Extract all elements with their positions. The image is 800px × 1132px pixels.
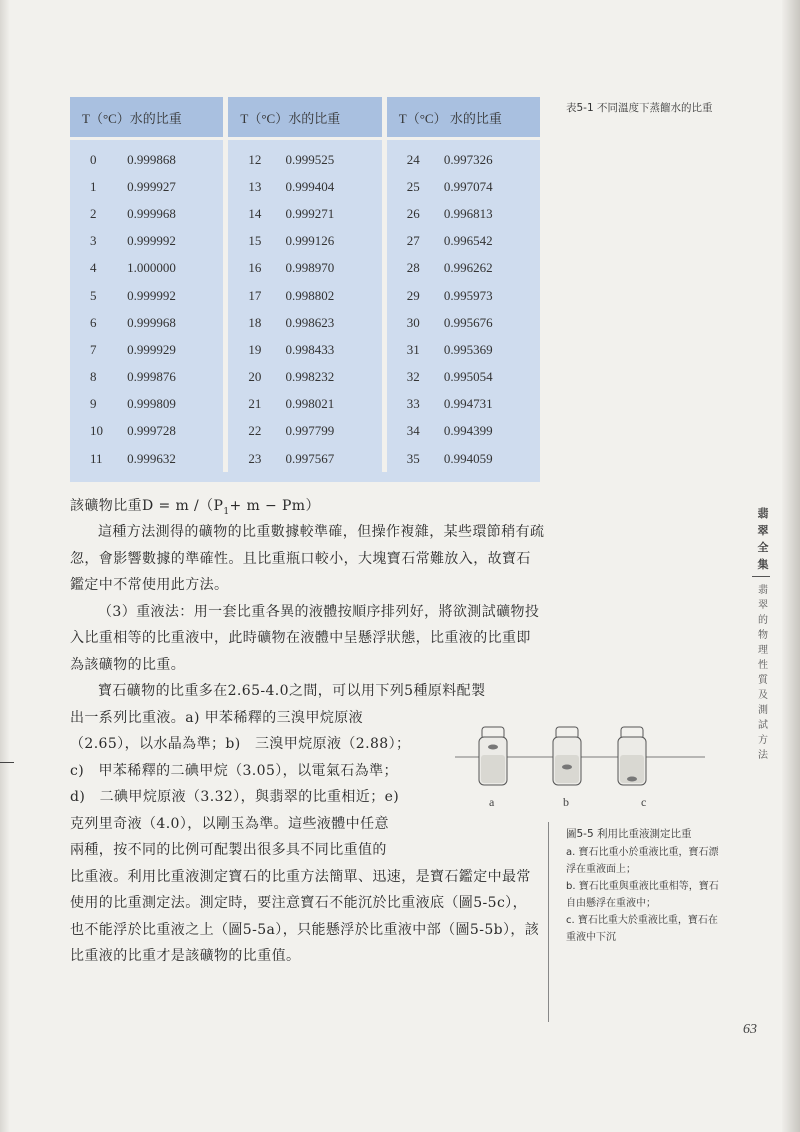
- density-cell: 0.997074: [443, 178, 493, 194]
- temperature-cell: 17: [248, 287, 262, 303]
- temperature-cell: 3: [90, 233, 97, 249]
- density-table-grid: [70, 97, 540, 472]
- paragraph-method-accuracy: 這種方法測得的礦物的比重數據較準確，但操作複雜，某些環節稍有疏忽，會影響數據的準確性。且比重瓶口較小，大塊寶石常難放入，故寶石鑑定中不常使用此方法。: [70, 524, 545, 593]
- formula-prefix: 該礦物比重D = m /（P: [70, 498, 224, 514]
- density-cell: 0.998433: [285, 341, 335, 357]
- temperature-cell: 2: [90, 205, 97, 221]
- figure-caption-title: 圖5-5 利用比重液測定比重: [566, 828, 692, 840]
- side-tab-chapter: 翡翠的物理性質及測試方法: [758, 585, 768, 761]
- density-cell: 0.999271: [285, 205, 335, 221]
- temperature-cell: 10: [90, 423, 103, 439]
- text-line: 寶石礦物的比重多在2.65-4.0之間，可以用下列5種原料配製: [98, 683, 486, 699]
- temperature-cell: 34: [406, 423, 420, 439]
- density-cell: 0.999404: [285, 178, 335, 194]
- table-row: [70, 391, 540, 418]
- figure-heavy-liquid-bottles: [455, 715, 705, 825]
- density-cell: 0.996262: [443, 260, 493, 276]
- figure-caption: [566, 826, 726, 946]
- caption-rule: [548, 822, 549, 1022]
- figure-label-b: b: [563, 795, 569, 809]
- density-cell: 0.996542: [443, 233, 493, 249]
- text-line: 出一系列比重液。a) 甲苯稀釋的三溴甲烷原液: [70, 709, 364, 726]
- table-row: [70, 228, 540, 255]
- figure-caption-item: c. 寶石比重大於重液比重，寶石在重液中下沉: [566, 915, 718, 943]
- density-cell: 0.996813: [443, 205, 493, 221]
- figure-caption-item: b. 寶石比重與重液比重相等，寶石自由懸浮在重液中；: [566, 881, 719, 909]
- density-cell: 0.999968: [127, 314, 176, 330]
- temperature-cell: 21: [248, 396, 262, 412]
- density-cell: 0.994059: [443, 450, 493, 466]
- table-row: [70, 364, 540, 391]
- density-cell: 0.999632: [127, 450, 176, 466]
- table-header-row: [70, 97, 540, 139]
- bottle-a-icon: [479, 727, 507, 785]
- density-cell: 0.997567: [285, 450, 335, 466]
- temperature-cell: 30: [406, 314, 420, 330]
- temperature-cell: 14: [248, 205, 262, 221]
- side-tab-title: 翡翠全集: [757, 507, 769, 571]
- side-tab-divider: [752, 576, 770, 577]
- paragraph-heavy-liquid-usage: 比重液。利用比重液測定寶石的比重方法簡單、迅速，是寶石鑑定中最常使用的比重測定法。測定時，要注意寶石不能沉於比重液底（圖5-5c），也不能浮於比重液之上（圖5-5a），只能懸浮於比重液中部（圖5-5b），該比重液的比重才是該礦物的比重值。: [70, 868, 540, 964]
- formula-suffix: + m − Pm）: [229, 498, 320, 514]
- density-cell: 0.994731: [443, 396, 493, 412]
- density-cell: 0.999126: [285, 233, 335, 249]
- table-row: [70, 173, 540, 200]
- density-cell: 1.000000: [127, 260, 176, 276]
- table-caption: 表5-1 不同溫度下蒸餾水的比重: [566, 102, 713, 114]
- table-header: T（°C）水的比重: [228, 97, 381, 139]
- figure-label-a: a: [489, 795, 495, 809]
- temperature-cell: 18: [248, 314, 262, 330]
- temperature-cell: 29: [406, 287, 420, 303]
- temperature-cell: 23: [248, 450, 262, 466]
- density-cell: 0.995973: [443, 287, 493, 303]
- density-cell: 0.997799: [285, 423, 335, 439]
- table-row: [70, 282, 540, 309]
- text-line: 兩種，按不同的比例可配製出很多具不同比重值的: [70, 842, 387, 858]
- table-row: [70, 418, 540, 445]
- text-line: d) 二碘甲烷原液（3.32），與翡翠的比重相近；e): [70, 789, 400, 805]
- density-cell: 0.995369: [443, 341, 493, 357]
- temperature-cell: 19: [248, 341, 262, 357]
- table-header: T（°C）水的比重: [70, 97, 223, 139]
- temperature-cell: 5: [90, 287, 97, 303]
- density-cell: 0.997326: [443, 151, 493, 167]
- temperature-cell: 12: [248, 151, 262, 167]
- temperature-cell: 24: [406, 151, 420, 167]
- temperature-cell: 7: [90, 341, 97, 357]
- body-column-upper: [70, 519, 545, 678]
- formula-subscript: 1: [223, 506, 230, 517]
- table-body: [70, 139, 540, 473]
- temperature-cell: 6: [90, 314, 97, 330]
- density-cell: 0.998802: [285, 287, 335, 303]
- density-cell: 0.999992: [127, 233, 176, 249]
- temperature-cell: 16: [248, 260, 262, 276]
- table-row: [70, 309, 540, 336]
- temperature-cell: 27: [406, 233, 420, 249]
- temperature-cell: 35: [406, 450, 420, 466]
- temperature-cell: 8: [90, 369, 97, 385]
- bottle-b-icon: [553, 727, 581, 785]
- table-row: [70, 200, 540, 227]
- temperature-cell: 15: [248, 233, 262, 249]
- temperature-cell: 25: [406, 178, 420, 194]
- table-header: T（°C） 水的比重: [387, 97, 540, 139]
- table-row: [70, 445, 540, 472]
- density-cell: 0.999525: [285, 151, 335, 167]
- text-line: 克列里奇液（4.0），以剛玉為準。這些液體中任意: [70, 815, 389, 832]
- bottle-c-icon: [618, 727, 646, 785]
- density-cell: 0.999876: [127, 369, 176, 385]
- density-cell: 0.998970: [285, 260, 335, 276]
- temperature-cell: 1: [90, 178, 97, 194]
- density-cell: 0.999929: [127, 341, 176, 357]
- temperature-cell: 32: [406, 369, 420, 385]
- temperature-cell: 28: [406, 260, 420, 276]
- density-cell: 0.999728: [127, 423, 176, 439]
- density-cell: 0.999927: [127, 178, 176, 194]
- temperature-cell: 11: [90, 450, 103, 466]
- page-outer-shadow: [782, 0, 800, 1132]
- temperature-cell: 31: [406, 341, 420, 357]
- temperature-cell: 4: [90, 260, 97, 276]
- density-cell: 0.998021: [285, 396, 335, 412]
- density-cell: 0.999968: [127, 205, 176, 221]
- figure-label-c: c: [641, 795, 647, 809]
- temperature-cell: 20: [248, 369, 262, 385]
- density-cell: 0.999868: [127, 151, 176, 167]
- page-number: 63: [743, 1022, 757, 1037]
- margin-mark: [0, 762, 14, 763]
- density-cell: 0.998232: [285, 369, 335, 385]
- figure-caption-item: a. 寶石比重小於重液比重，寶石漂浮在重液面上；: [566, 847, 719, 875]
- density-cell: 0.995054: [443, 369, 493, 385]
- water-density-table: [70, 97, 540, 482]
- table-row: [70, 255, 540, 282]
- table-row: [70, 139, 540, 174]
- density-cell: 0.998623: [285, 314, 335, 330]
- temperature-cell: 26: [406, 205, 420, 221]
- table-row: [70, 336, 540, 363]
- temperature-cell: 0: [90, 151, 97, 167]
- density-cell: 0.994399: [443, 423, 493, 439]
- temperature-cell: 9: [90, 396, 97, 412]
- temperature-cell: 22: [248, 423, 262, 439]
- paragraph-heavy-liquid-method: （3）重液法：用一套比重各異的液體按順序排列好，將欲測試礦物投入比重相等的比重液中，此時礦物在液體中呈懸浮狀態，比重液的比重即為該礦物的比重。: [70, 603, 540, 673]
- text-line: c) 甲苯稀釋的二碘甲烷（3.05），以電氣石為準；: [70, 762, 398, 779]
- density-cell: 0.999809: [127, 396, 176, 412]
- temperature-cell: 33: [406, 396, 420, 412]
- density-cell: 0.995676: [443, 314, 493, 330]
- page-binding-edge: [0, 0, 10, 1132]
- temperature-cell: 13: [248, 178, 262, 194]
- text-line: （2.65），以水晶為準；b) 三溴甲烷原液（2.88）；: [70, 736, 411, 752]
- density-cell: 0.999992: [127, 287, 176, 303]
